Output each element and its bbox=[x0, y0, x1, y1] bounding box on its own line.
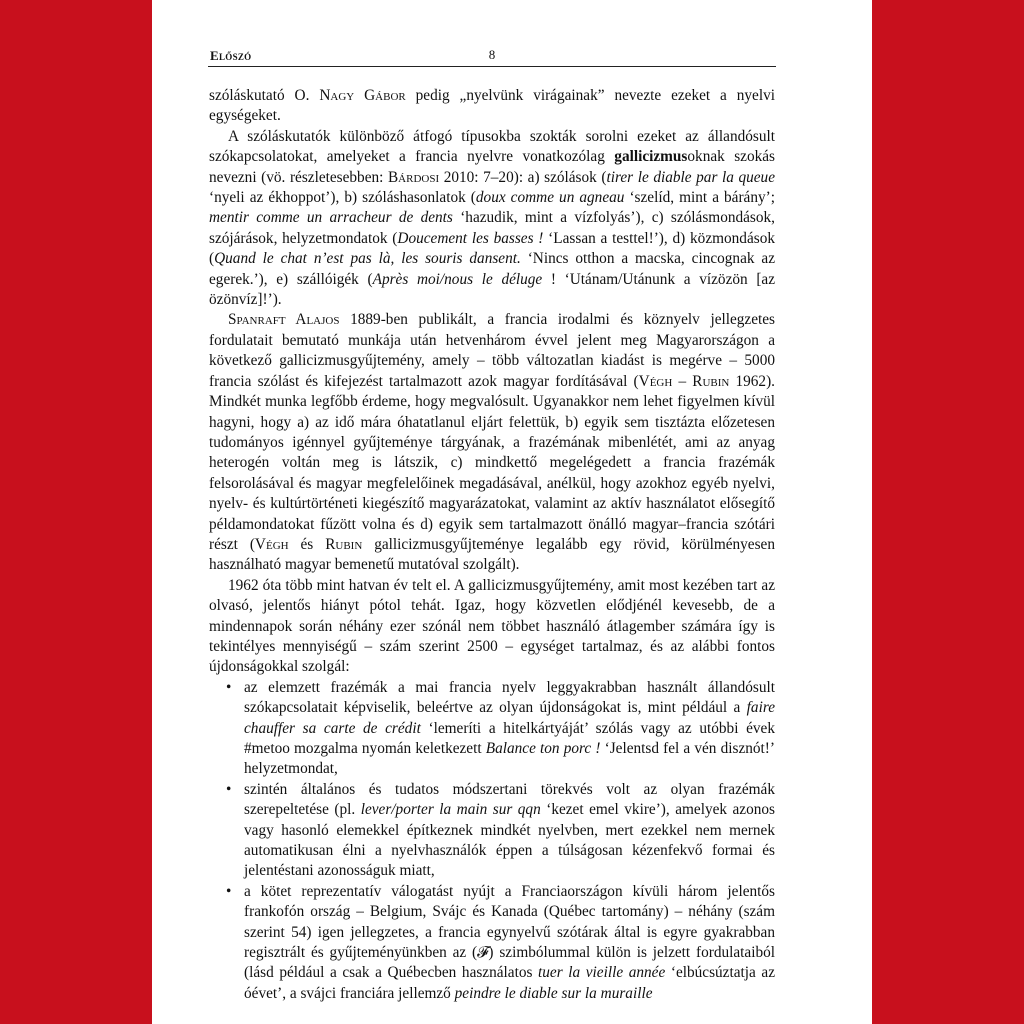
text-run: gallicizmusgyűjteménye legalább egy rövid, körülményesen használható magyar bemenetű mutatóval szolgált). bbox=[209, 535, 775, 574]
bullet-icon: • bbox=[226, 678, 232, 696]
paragraph-1 bbox=[209, 86, 775, 127]
list-item bbox=[209, 882, 775, 1004]
text-run: szintén általános és tudatos módszertani törekvés volt az olyan frazémák szerepeltetése (pl. bbox=[244, 780, 775, 819]
bullet-icon: • bbox=[226, 780, 232, 798]
author-name: Végh – Rubin bbox=[638, 372, 730, 390]
text-run: ‘Lassan a testtel!’), d) közmondások ( bbox=[209, 229, 775, 268]
text-run: A szóláskutatók különböző átfogó típusokba szokták sorolni ezeket az állandósult szókapcsolatokat, amelyeket a francia nyelvre vonatkozólag bbox=[209, 127, 775, 166]
french-phrase: Quand le chat n’est pas là, les souris dansent. bbox=[214, 250, 521, 268]
author-name: Nagy Gábor bbox=[319, 87, 406, 104]
text-run: ‘lemeríti a hitelkártyáját’ szólás vagy az utóbbi évek #metoo mozgalma nyomán keletkezett bbox=[244, 719, 775, 757]
text-run: ‘kezet emel vkire’), amelyek azonos vagy hasonló elemekkel építkeznek mindkét nyelvben, mert ezekkel nem mernek automatikusan élni a nyelvhasználók éppen a túlságosan kézenfekvő formai és jelentéstani azonosságuk miatt, bbox=[244, 801, 775, 880]
french-phrase: mentir comme un arracheur de dents bbox=[209, 209, 453, 227]
text-run: 1889-ben publikált, a francia irodalmi és köznyelv jellegzetes fordulatait bemutató munkája után hetvenhárom évvel jelent meg Magyarországon a következő gallicizmusgyűjtemény, amely – több változatlan kiadást is megérve – 5000 francia szólást és kifejezést tartalmazott azok magyar fordításával ( bbox=[209, 311, 775, 390]
french-phrase: peindre le diable sur la muraille bbox=[454, 984, 653, 1002]
text-run: 2010: 7–20): a) szólások ( bbox=[439, 168, 607, 186]
text-run: oknak szokás nevezni (vö. részletesebben: bbox=[209, 148, 775, 186]
french-phrase: tuer la vieille année bbox=[538, 964, 666, 982]
text-run: ‘Nincs otthon a macska, cincognak az egerek.’), e) szállóigék ( bbox=[209, 250, 775, 288]
author-name: Végh bbox=[254, 535, 289, 553]
french-phrase: Doucement les basses ! bbox=[397, 229, 544, 247]
french-phrase: faire chauffer sa carte de crédit bbox=[244, 699, 775, 737]
text-run: ‘elbúcsúztatja az óévet’, a svájci franciára jellemző bbox=[244, 964, 775, 1002]
text-run: ‘Jelentsd fel a vén disznót!’ helyzetmondat, bbox=[244, 740, 775, 778]
text-run: ‘hazudik, mint a vízfolyás’), c) szólásmondások, szójárások, helyzetmondatok ( bbox=[209, 209, 776, 247]
list-item bbox=[209, 678, 775, 780]
text-run: és bbox=[288, 535, 326, 553]
text-run: szóláskutató O. bbox=[209, 87, 320, 104]
feature-list bbox=[209, 678, 775, 1005]
list-item bbox=[209, 780, 775, 882]
running-head: Előszó bbox=[210, 48, 252, 63]
body-text bbox=[209, 86, 775, 1004]
text-run: ‘szelíd, mint a bárány’; bbox=[624, 189, 775, 207]
bullet-icon: • bbox=[226, 882, 232, 900]
author-name: Bárdosi bbox=[387, 168, 440, 186]
french-phrase: lever/porter la main sur qqn bbox=[360, 801, 541, 819]
paragraph-2 bbox=[209, 127, 775, 311]
text-run: ‘nyeli az ékhoppot’), b) szóláshasonlatok ( bbox=[209, 189, 476, 207]
paragraph-3 bbox=[209, 310, 775, 575]
text-run: ! ‘Utánam/Utánunk a vízözön [az özönvíz]!’). bbox=[209, 270, 775, 309]
text-run: 1962). Mindkét munka legfőbb érdeme, hogy megvalósult. Ugyanakkor nem lehet figyelmen kívül hagyni, hogy a) az idő mára óhatatlanul eljárt felettük, b) egyik sem tisztázta előzetesen tudományos igénnyel gyűjteménye tárgyának, a frazémának mibenlétét, ami az anyag heterogén voltán meg is látszik, c) mindkettő megelégedett a francia frazémák felsorolásával és magyar megfelelőinek megadásával, anélkül, hogy azokhoz egyéb nyelvi, nyelv- és kultúrtörténeti kiegészítő magyarázatokat, valamint az aktív használatot elősegítő példamondatokat fűzött volna és d) egyik sem tartalmazott önálló magyar–francia szótári részt ( bbox=[209, 372, 775, 553]
french-phrase: Balance ton porc ! bbox=[485, 740, 601, 757]
page-header bbox=[208, 44, 776, 67]
paragraph-4: 1962 óta több mint hatvan év telt el. A gallicizmusgyűjtemény, amit most kezében tart az olvasó, jelentős hiányt pótol tehát. Igaz, hogy közvetlen elődjénél kevesebb, de a mindennapok során néhány ezer szónál nem többet használó átlagember számára így is tekintélyes mennyiségű – szám szerint 2500 – egységet tartalmaz, és az alábbi fontos újdonságokkal szolgál: bbox=[209, 576, 775, 676]
text-run: a kötet reprezentatív válogatást nyújt a Franciaországon kívüli három jelentős frankofón ország – Belgium, Svájc és Kanada (Québec tartomány) – néhány (szám szerint 54) igen jellegzetes, a francia egynyelvű szótárak által is egyre gyakrabban regisztrált és gyűjteményünkben az (𝓕) szimbólummal külön is jelzett fordulataiból (lásd például a csak a Québecben használatos bbox=[244, 882, 775, 982]
text-run: az elemzett frazémák a mai francia nyelv leggyakrabban használt állandósult szókapcsolatait képviselik, beleértve az olyan újdonságokat is, mint például a bbox=[244, 678, 775, 717]
author-name: Rubin bbox=[325, 535, 363, 553]
page-number: 8 bbox=[488, 47, 496, 62]
author-name: Spanraft Alajos bbox=[228, 311, 340, 329]
french-phrase: doux comme un agneau bbox=[475, 189, 625, 207]
french-phrase: Après moi/nous le déluge bbox=[372, 270, 543, 288]
bold-term: gallicizmus bbox=[614, 148, 688, 166]
book-page bbox=[152, 0, 872, 1024]
text-run: pedig „nyelvünk virágainak” nevezte ezeket a nyelvi egységeket. bbox=[209, 87, 775, 125]
french-phrase: tirer le diable par la queue bbox=[606, 168, 775, 186]
